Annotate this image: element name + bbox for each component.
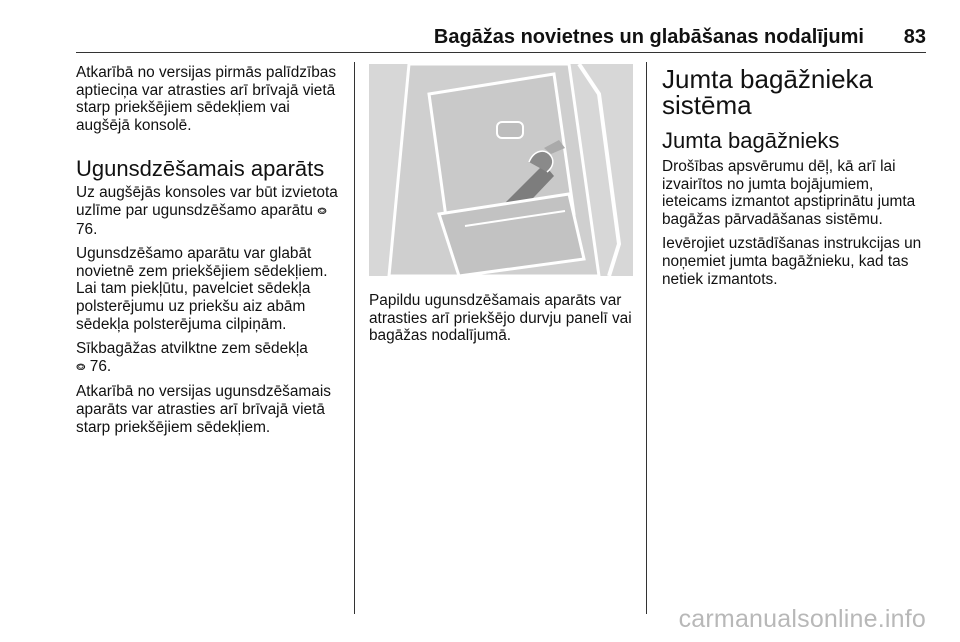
fire-extinguisher-heading: Ugunsdzēšamais aparāts: [76, 156, 325, 182]
first-aid-paragraph: Atkarībā no versijas pirmās palīdzības aptieciņa var atrasties arī brīvajā vietā starp priekšējiem sēdekļiem vai augšējā konsolē.: [76, 64, 337, 134]
roof-rack-safety-paragraph: Drošības apsvērumu dēļ, kā arī lai izvairītos no jumta bojājumiem, ieteicams izmantot apstiprinātu jumta bagāžas pārvadāšanas sistēmu.: [662, 158, 916, 228]
fire-extinguisher-door-illustration: [369, 64, 633, 276]
header-rule: [76, 52, 926, 53]
roof-rack-subtitle: Jumta bagāžnieks: [662, 128, 840, 153]
page-header: [76, 24, 926, 52]
figure-caption: Papildu ugunsdzēšamais aparāts var atrasties arī priekšējo durvju panelī vai bagāžas nodalījumā.: [369, 292, 632, 345]
drawer-paragraph: [76, 340, 344, 376]
column-divider-1: [354, 62, 355, 614]
page-number: 83: [903, 26, 926, 48]
between-seats-paragraph: Atkarībā no versijas ugunsdzēšamais aparāts var atrasties arī brīvajā vietā starp priekšējiem sēdekļiem.: [76, 383, 331, 436]
column-2: [369, 64, 633, 352]
sticker-text: Uz augšējās konsoles var būt izvietota uzlīme par ugunsdzēšamo aparātu: [76, 184, 338, 219]
column-divider-2: [646, 62, 647, 614]
roof-rack-install-paragraph: Ievērojiet uzstādīšanas instrukcijas un noņemiet jumta bagāžnieku, kad tas netiek izmantots.: [662, 235, 922, 288]
running-title: Bagāžas novietnes un glabāšanas nodalījumi: [433, 26, 864, 48]
watermark: carmanualsonline.info: [678, 605, 926, 633]
storage-paragraph: Ugunsdzēšamo aparātu var glabāt novietnē zem priekšējiem sēdekļiem. Lai tam piekļūtu, pavelciet sēdekļa polsterējumu uz priekšu aiz abām sēdekļa polsterējuma cilpiņām.: [76, 245, 328, 333]
sticker-ref-link[interactable]: 76.: [76, 220, 98, 238]
drawer-text: Sīkbagāžas atvilktne zem sēdekļa: [76, 340, 308, 358]
arrow-ref-icon: ⭖: [76, 359, 86, 374]
column-1: [76, 64, 344, 443]
arrow-ref-icon: ⭖: [317, 203, 327, 218]
drawer-ref-link[interactable]: 76.: [89, 357, 112, 375]
sticker-paragraph: [76, 184, 344, 238]
roof-rack-system-title: Jumta bagāžnieka sistēma: [662, 64, 874, 120]
column-3: [662, 64, 930, 295]
